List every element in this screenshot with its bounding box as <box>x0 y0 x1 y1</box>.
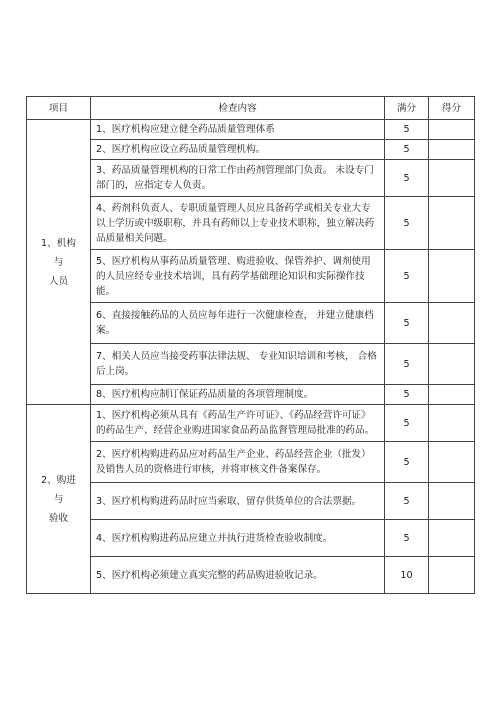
check-item: 3、药品质量管理机构的日常工作由药剂管理部门负责。 未设专门部门的，应指定专人负责。 <box>91 160 385 197</box>
table-row <box>27 520 475 557</box>
full-score: 5 <box>385 303 429 344</box>
score-cell[interactable] <box>429 442 475 483</box>
full-score: 5 <box>385 160 429 197</box>
check-item: 6、直接接触药品的人员应每年进行一次健康检查， 并建立健康档案。 <box>91 303 385 344</box>
table-row <box>27 385 475 405</box>
full-score: 5 <box>385 405 429 442</box>
score-cell[interactable] <box>429 483 475 520</box>
header-score: 得分 <box>429 97 475 120</box>
score-cell[interactable] <box>429 385 475 405</box>
section-label-line: 2、购进 <box>41 474 76 486</box>
header-project: 项目 <box>27 97 91 120</box>
check-item: 4、药剂科负责人、专职质量管理人员应具备药学或相关专业大专以上学历或中级职称，并具有药师以上专业技术职称，独立解决药品质量相关问题。 <box>91 197 385 250</box>
table-row <box>27 344 475 385</box>
check-item: 1、医疗机构必须从具有《药品生产许可证》、《药品经营许可证》的药品生产、经营企业购进国家食品药品监督管理局批准的药品。 <box>91 405 385 442</box>
section-label-2 <box>27 405 91 594</box>
full-score: 5 <box>385 344 429 385</box>
check-item: 2、医疗机构应设立药品质量管理机构。 <box>91 140 385 160</box>
score-cell[interactable] <box>429 520 475 557</box>
table-row <box>27 557 475 594</box>
full-score: 10 <box>385 557 429 594</box>
section-label-1 <box>27 120 91 405</box>
full-score: 5 <box>385 197 429 250</box>
full-score: 5 <box>385 120 429 140</box>
section-label-line: 人员 <box>48 275 69 287</box>
score-cell[interactable] <box>429 303 475 344</box>
check-item: 2、医疗机构购进药品应对药品生产企业、药品经营企业（批发）及销售人员的资格进行审核，并将审核文件备案保存。 <box>91 442 385 483</box>
section-label-line: 与 <box>53 256 64 268</box>
check-item: 5、医疗机构从事药品质量管理、购进验收、保管养护、调剂使用的人员应经专业技术培训，具有药学基础理论知识和实际操作技能。 <box>91 250 385 303</box>
table-row <box>27 120 475 140</box>
score-cell[interactable] <box>429 120 475 140</box>
check-item: 7、相关人员应当接受药事法律法规、 专业知识培训和考核， 合格后上岗。 <box>91 344 385 385</box>
section-label-line: 验收 <box>48 512 69 524</box>
inspection-table <box>26 96 475 594</box>
check-item: 1、医疗机构应建立健全药品质量管理体系 <box>91 120 385 140</box>
full-score: 5 <box>385 250 429 303</box>
full-score: 5 <box>385 140 429 160</box>
score-cell[interactable] <box>429 160 475 197</box>
table-row <box>27 140 475 160</box>
table-row <box>27 250 475 303</box>
check-item: 8、医疗机构应制订保证药品质量的各项管理制度。 <box>91 385 385 405</box>
full-score: 5 <box>385 385 429 405</box>
score-cell[interactable] <box>429 140 475 160</box>
check-item: 4、医疗机构购进药品应建立并执行进货检查验收制度。 <box>91 520 385 557</box>
full-score: 5 <box>385 483 429 520</box>
table-row <box>27 160 475 197</box>
header-row <box>27 97 475 120</box>
full-score: 5 <box>385 520 429 557</box>
header-full-score: 满分 <box>385 97 429 120</box>
section-label-line: 与 <box>53 493 64 505</box>
score-cell[interactable] <box>429 405 475 442</box>
check-item: 5、医疗机构必须建立真实完整的药品购进验收记录。 <box>91 557 385 594</box>
table-row <box>27 483 475 520</box>
score-cell[interactable] <box>429 197 475 250</box>
table-row <box>27 303 475 344</box>
section-label-line: 1、机构 <box>41 237 76 249</box>
full-score: 5 <box>385 442 429 483</box>
table-row <box>27 405 475 442</box>
score-cell[interactable] <box>429 557 475 594</box>
score-cell[interactable] <box>429 250 475 303</box>
score-cell[interactable] <box>429 344 475 385</box>
check-item: 3、医疗机构购进药品时应当索取、留存供货单位的合法票据。 <box>91 483 385 520</box>
table-row <box>27 442 475 483</box>
table-row <box>27 197 475 250</box>
header-content: 检查内容 <box>91 97 385 120</box>
